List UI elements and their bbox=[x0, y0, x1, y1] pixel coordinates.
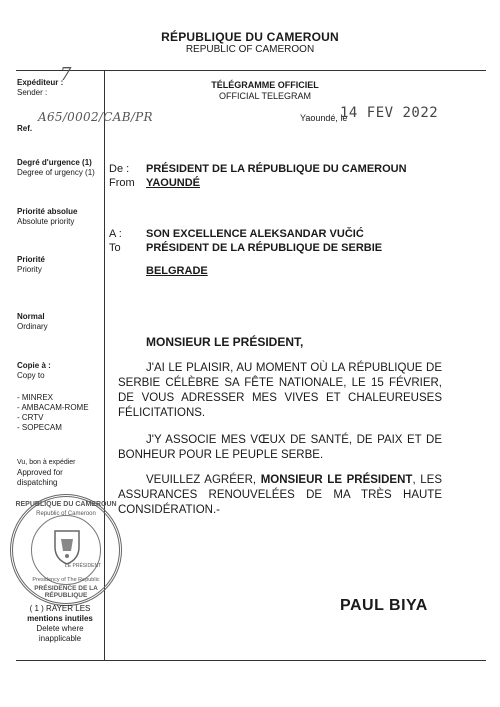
from-label-fr: De : bbox=[109, 163, 130, 175]
paragraph-1: J'AI LE PLAISIR, AU MOMENT OÙ LA RÉPUBLIQUE DE SERBIE CÉLÈBRE SA FÊTE NATIONALE, LE 15 FÉVRIER, DE VOUS ADRESSER MES VIVES ET CHALEUREUSES FÉLICITATIONS. bbox=[118, 362, 442, 419]
ref-handwritten: A65/0002/CAB/PR bbox=[38, 110, 153, 124]
approved-fr: Vu, bon à expédier bbox=[17, 459, 76, 466]
strike-fr-2: mentions inutiles bbox=[27, 614, 93, 623]
copy-item: - SOPECAM bbox=[17, 423, 62, 432]
to-title: PRÉSIDENT DE LA RÉPUBLIQUE DE SERBIE bbox=[146, 242, 383, 254]
from-city: YAOUNDÉ bbox=[146, 177, 200, 189]
strike-en: Delete where bbox=[36, 624, 84, 633]
signature-name: PAUL BIYA bbox=[340, 597, 428, 614]
seal-text-mid: LE PRÉSIDENT bbox=[65, 563, 102, 569]
country-title-fr: RÉPUBLIQUE DU CAMEROUN bbox=[161, 30, 339, 44]
absolute-priority-en: Absolute priority bbox=[17, 217, 75, 226]
urgency-label-en: Degree of urgency (1) bbox=[17, 168, 95, 177]
paragraph-3-end: , LES ASSURANCES RENOUVELÉES DE MA TRÈS HAUTE CONSIDÉRATION.- bbox=[118, 474, 442, 516]
paragraph-2: J'Y ASSOCIE MES VŒUX DE SANTÉ, DE PAIX ET DE BONHEUR POUR LE PEUPLE SERBE. bbox=[118, 434, 442, 461]
presidential-seal bbox=[10, 494, 122, 606]
from-name: PRÉSIDENT DE LA RÉPUBLIQUE DU CAMEROUN bbox=[146, 163, 407, 175]
copy-fr: Copie à : bbox=[17, 361, 51, 370]
paragraph-3-addressee: MONSIEUR LE PRÉSIDENT bbox=[260, 474, 413, 486]
place-label: Yaoundé, le bbox=[300, 113, 348, 123]
sender-handwritten: 7 bbox=[60, 64, 72, 85]
copy-item: - CRTV bbox=[17, 413, 44, 422]
strike-note bbox=[17, 604, 103, 644]
to-label-fr: A : bbox=[109, 228, 122, 240]
seal-text-top2: Republic of Cameroon bbox=[36, 511, 96, 517]
approved-en-2: dispatching bbox=[17, 478, 58, 487]
ref-block bbox=[17, 118, 32, 136]
date-stamp: 14 FEV 2022 bbox=[340, 105, 439, 121]
ref-label: Ref. bbox=[17, 124, 33, 133]
country-title-en: REPUBLIC OF CAMEROON bbox=[185, 44, 315, 55]
urgency-label-fr: Degré d'urgence (1) bbox=[17, 158, 92, 167]
normal-block bbox=[17, 312, 103, 332]
absolute-priority-fr: Priorité absolue bbox=[17, 207, 78, 216]
salutation: MONSIEUR LE PRÉSIDENT, bbox=[146, 335, 304, 349]
strike-en-2: inapplicable bbox=[38, 634, 82, 643]
approved-block bbox=[17, 458, 103, 488]
coat-of-arms-icon bbox=[47, 527, 87, 567]
to-city: BELGRADE bbox=[146, 265, 208, 277]
approved-en-1: Approved for bbox=[17, 468, 63, 477]
copy-list bbox=[17, 393, 103, 433]
seal-text-bot2: Presidency of The Republic bbox=[32, 577, 100, 583]
telegram-title-fr: TÉLÉGRAMME OFFICIEL bbox=[211, 80, 319, 90]
telegram-title-en: OFFICIAL TELEGRAM bbox=[218, 91, 312, 101]
header-divider bbox=[16, 70, 486, 71]
sender-label-fr: Expéditeur : bbox=[17, 78, 64, 87]
normal-fr: Normal bbox=[17, 312, 45, 321]
absolute-priority-block bbox=[17, 207, 103, 227]
paragraph-3 bbox=[118, 473, 442, 518]
seal-text-top: REPUBLIQUE DU CAMEROUN bbox=[15, 501, 117, 508]
priority-fr: Priorité bbox=[17, 255, 46, 264]
copy-item: - MINREX bbox=[17, 393, 53, 402]
to-name: SON EXCELLENCE ALEKSANDAR VUČIĆ bbox=[146, 228, 364, 240]
priority-en: Priority bbox=[17, 265, 42, 274]
seal-text-bot: PRÉSIDENCE DE LA RÉPUBLIQUE bbox=[34, 585, 98, 599]
from-label-en: From bbox=[109, 177, 135, 189]
to-label-en: To bbox=[109, 242, 121, 254]
paragraph-3-start: VEUILLEZ AGRÉER, bbox=[146, 474, 261, 486]
copy-en: Copy to bbox=[17, 371, 45, 380]
copy-block bbox=[17, 361, 103, 381]
strike-fr: ( 1 ) RAYER LES bbox=[29, 604, 91, 613]
priority-block bbox=[17, 255, 103, 275]
urgency-block bbox=[17, 158, 103, 178]
footer-divider bbox=[16, 660, 486, 661]
sender-label-en: Sender : bbox=[17, 88, 48, 97]
copy-item: - AMBACAM-ROME bbox=[17, 403, 89, 412]
normal-en: Ordinary bbox=[17, 322, 48, 331]
